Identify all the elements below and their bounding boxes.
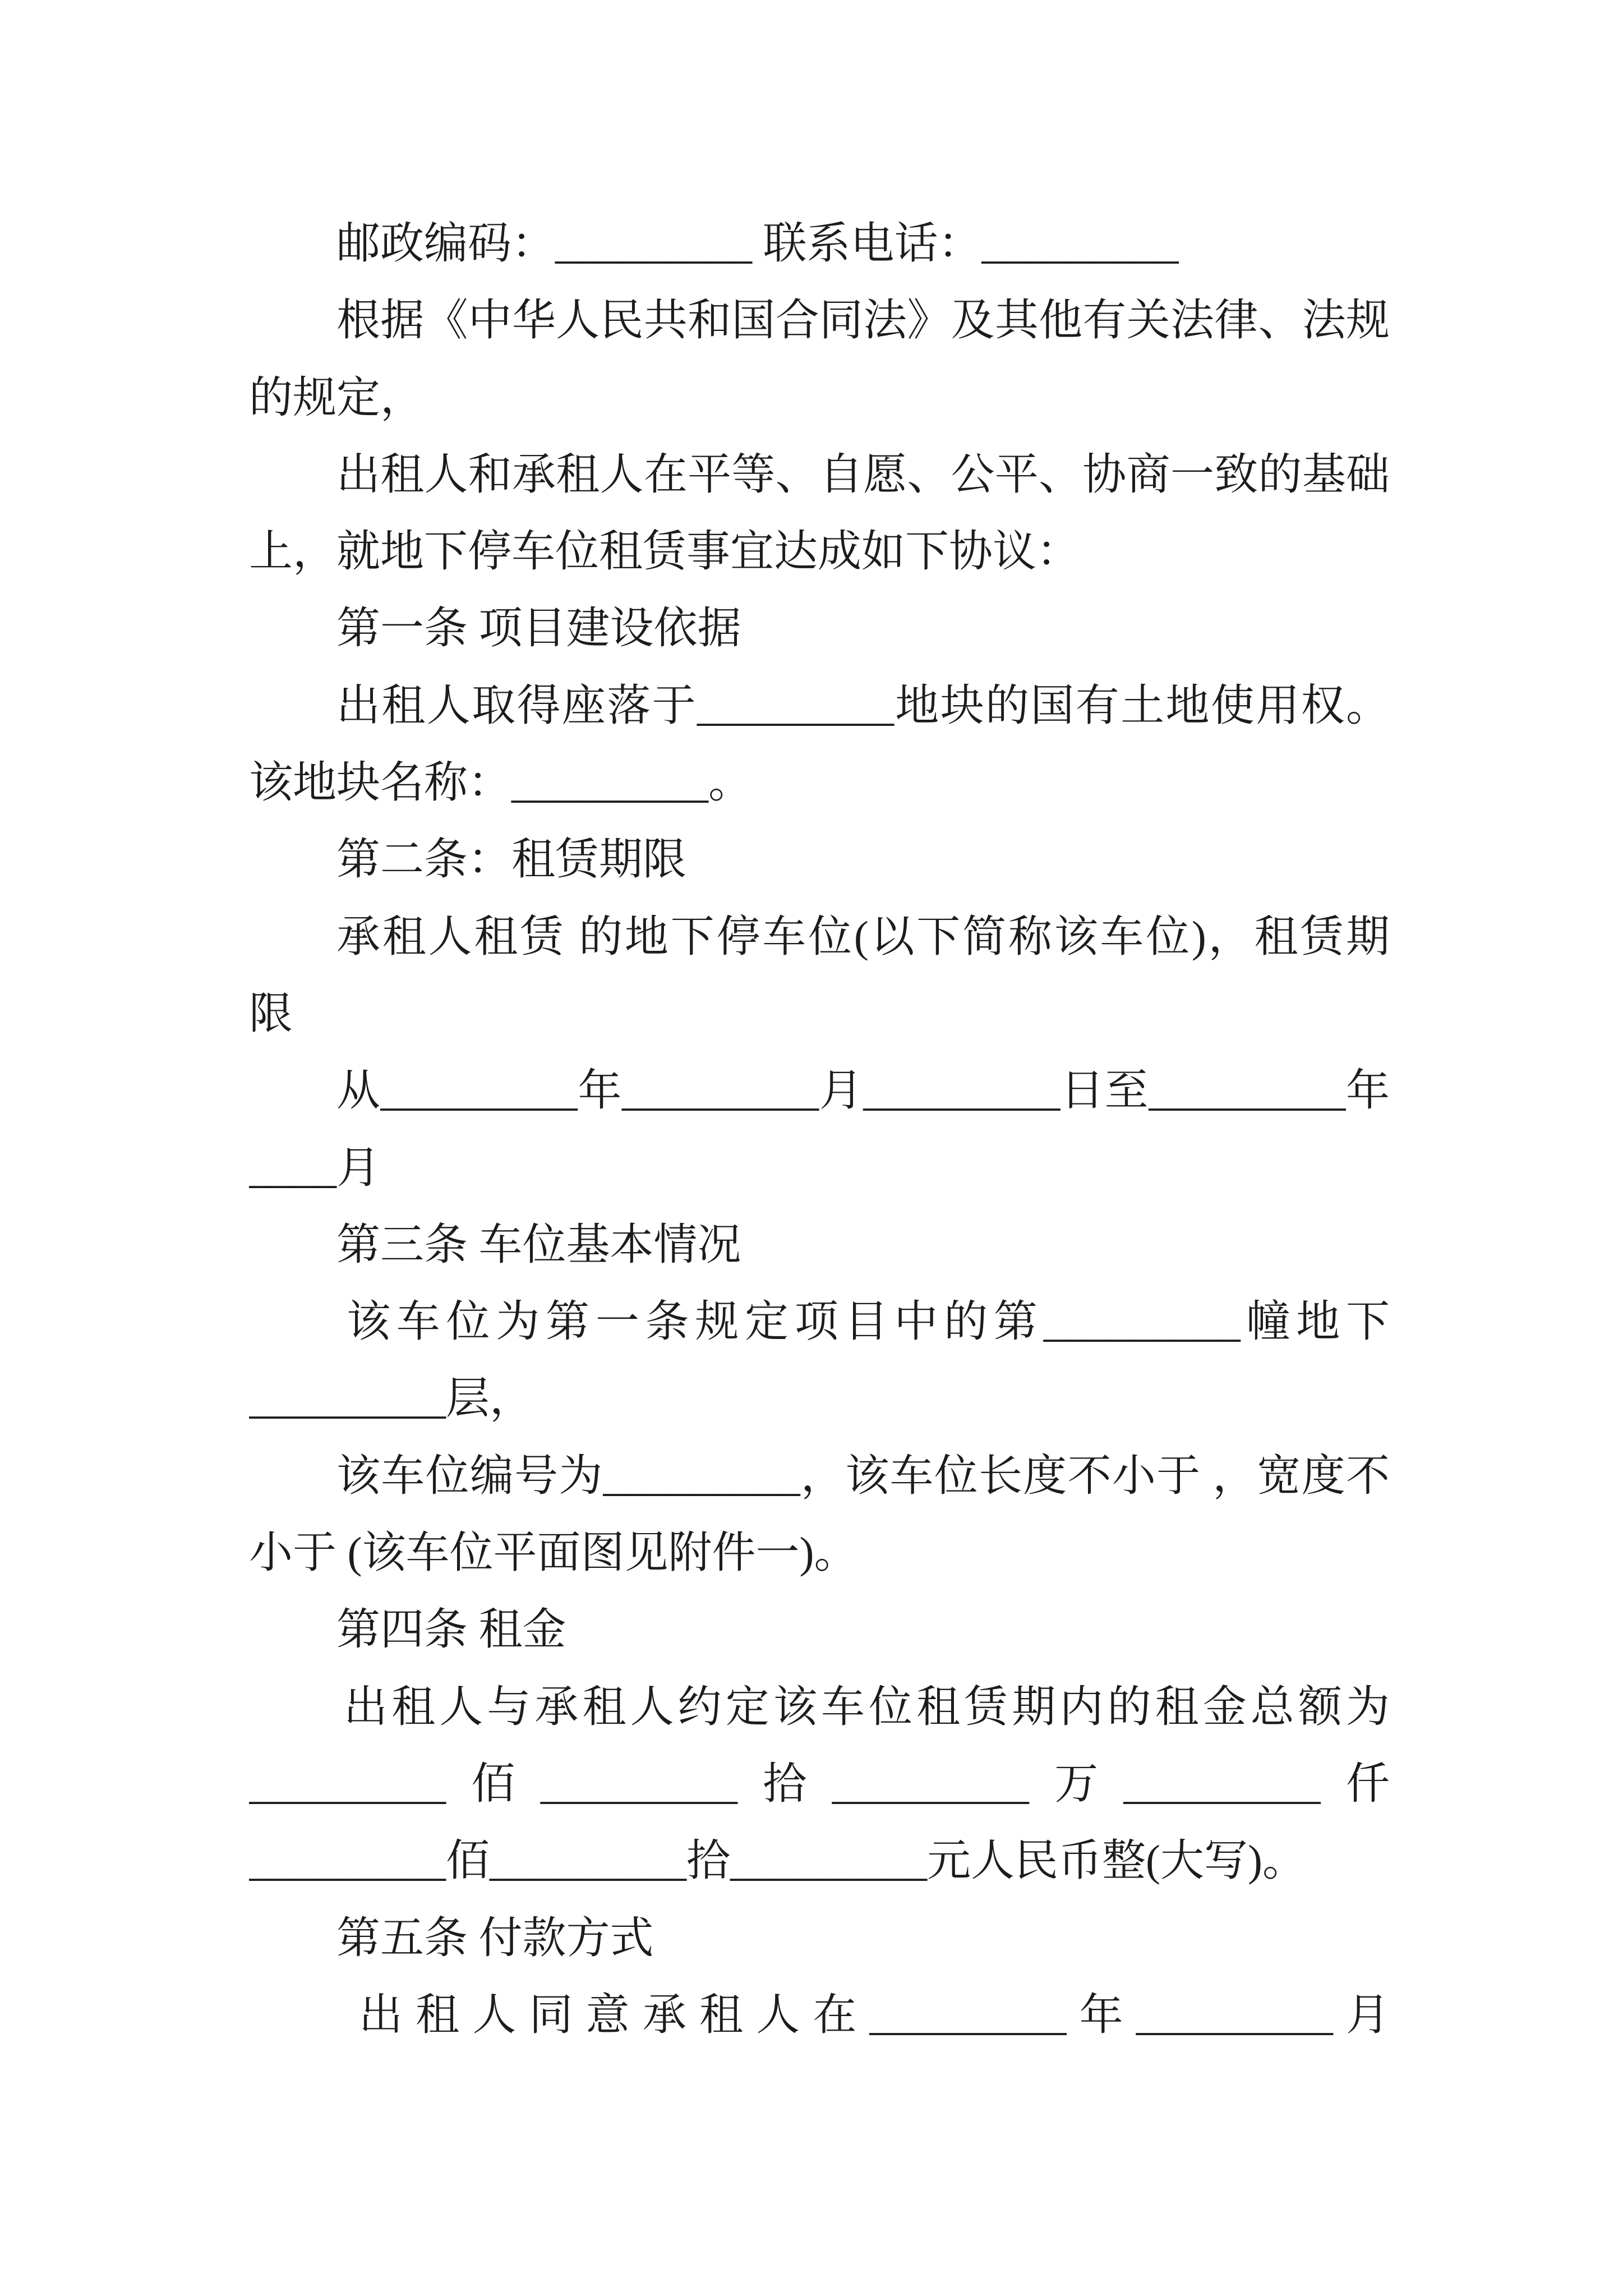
agreement-intro-line: 上，就地下停车位租赁事宜达成如下协议： xyxy=(249,527,1081,576)
document-body xyxy=(249,205,1390,2053)
preamble-line: 的规定， xyxy=(249,372,425,422)
article-3-line: 该车位编号为_________，该车位长度不小于 ，宽度不 xyxy=(336,1451,1390,1500)
article-2-line: ____月 xyxy=(249,1143,381,1192)
article-3-line: _________层， xyxy=(249,1374,534,1423)
article-4-line: 出租人与承租人约定该车位租赁期内的租金总额为 xyxy=(344,1682,1390,1731)
article-5-heading: 第五条 付款方式 xyxy=(336,1913,654,1962)
article-4-heading: 第四条 租金 xyxy=(336,1605,566,1654)
agreement-intro-line: 出租人和承租人在平等、自愿、公平、协商一致的基础 xyxy=(336,449,1390,499)
article-1-line: 该地块名称：_________。 xyxy=(249,758,753,807)
article-2-line: 承租人租赁 的地下停车位(以下简称该车位)，租赁期 xyxy=(336,912,1390,961)
article-3-line: 小于 (该车位平面图见附件一)。 xyxy=(249,1528,858,1577)
article-3-heading: 第三条 车位基本情况 xyxy=(336,1220,741,1269)
article-1-line: 出租人取得座落于_________地块的国有土地使用权。 xyxy=(336,680,1390,730)
contact-line: 邮政编码：_________ 联系电话：_________ xyxy=(336,219,1179,268)
preamble-line: 根据《中华人民共和国合同法》及其他有关法律、法规 xyxy=(336,296,1390,345)
article-1-heading: 第一条 项目建设依据 xyxy=(336,604,741,653)
article-2-heading: 第二条：租赁期限 xyxy=(336,835,687,884)
article-4-line: _________佰_________拾_________万_________仟 xyxy=(249,1759,1390,1808)
article-4-line: _________佰_________拾_________元人民币整(大写)。 xyxy=(249,1836,1306,1885)
article-5-line: 出租人同意承租人在_________年_________月 xyxy=(359,1990,1390,2039)
article-2-line: 限 xyxy=(249,988,293,1038)
article-2-line: 从_________年_________月_________日至_________年 xyxy=(336,1066,1390,1115)
article-3-line: 该车位为第一条规定项目中的第_________幢地下 xyxy=(347,1297,1390,1346)
